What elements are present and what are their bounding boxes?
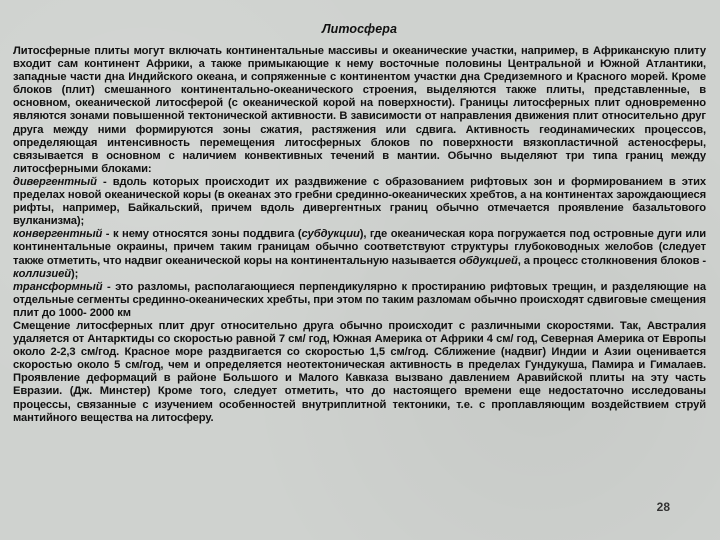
convergent-text-c: , а процесс столкновения блоков - xyxy=(517,254,706,267)
transform-paragraph xyxy=(13,281,706,320)
transform-text: - это разломы, располагающиеся перпендикулярно к простиранию рифтовых трещин, и разделяющие на отдельные сегменты срединно-океанических хребты, при этом по таким разломам обычно происходят сдвиговые смещения плит до 1000- 2000 км xyxy=(13,280,706,319)
divergent-term: дивергентный xyxy=(13,175,97,188)
convergent-text-a: - к нему относятся зоны поддвига ( xyxy=(102,228,302,241)
divergent-text: - вдоль которых происходит их раздвижение с образованием рифтовых зон и формированием в этих пределах новой океанической коры (в океанах это гребни срединно-океанических хребтов, а на континентах зарождающиеся рифты, например, Байкальский, причем вдоль дивергентных границ обычно отмечается проявление базальтового вулканизма); xyxy=(13,175,706,228)
convergent-text-b: ), где океаническая кора погружается под островные дуги или континентальные окраины, причем таким границам обычно соответствуют структуры глубоководных желобов (следует также отметить, что надвиг океанической коры на континентальную называется xyxy=(13,228,706,267)
divergent-paragraph xyxy=(13,176,706,228)
convergent-paragraph xyxy=(13,228,706,280)
obduction-term: обдукцией xyxy=(458,254,518,267)
intro-paragraph: Литосферные плиты могут включать континентальные массивы и океанические участки, например, в Африканскую плиту входит сам континент Африки, а также примыкающие к нему восточные половины Центральной и Южной Атлантики, западные части дна Индийского океана, и сопряженные с континентом участки дна Средиземного и Красного морей. Кроме блоков (плит) смешанного континентально-океанического строения, выделяются также плиты, представленные, в основном, океанической литосферой (с океанической корой на поверхности). Границы литосферных плит одновременно являются зонами повышенной тектонической активности. В зависимости от направления движения плит относительно друг друга между ними формируются зоны сжатия, растяжения или сдвига. Активность геодинамических процессов, определяющая интенсивность перемещения литосферных блоков по поверхности вязкопластичной астеносферы, связывается в основном с наличием конвективных течений в мантии. Обычно выделяют три типа границ между литосферными блоками: xyxy=(13,45,706,175)
page-number: 28 xyxy=(656,500,670,514)
body-text xyxy=(13,45,706,425)
transform-term: трансформный xyxy=(13,280,103,293)
convergent-text-d: ); xyxy=(70,267,79,280)
collision-term: коллизией xyxy=(13,267,71,280)
subduction-term: субдукции xyxy=(301,228,360,241)
page-title: Литосфера xyxy=(321,22,398,36)
convergent-term: конвергентный xyxy=(13,228,103,241)
velocity-paragraph: Смещение литосферных плит друг относительно друга обычно происходит с различными скоростями. Так, Австралия удаляется от Антарктиды со скоростью равной 7 см/ год, Южная Америка от Африки 4 см/ год, Северная Америка от Европы около 2-2,3 см/год. Красное море раздвигается со скоростью 1,5 см/год. Сближение (надвиг) Индии и Азии оценивается скоростью около 5 см/год, чем и определяется неотектоническая активность в пределах Гундукуша, Памира и Гималаев. Проявление деформаций в районе Большого и Малого Кавказа вызвано давлением Аравийской плиты на эту часть Евразии. (Дж. Минстер) Кроме того, следует отметить, что до настоящего времени еще недостаточно исследованы процессы, связанные с изучением особенностей внутриплитной тектоники, т.е. с проплавляющим воздействием струй мантийного вещества на литосферу. xyxy=(13,319,706,424)
